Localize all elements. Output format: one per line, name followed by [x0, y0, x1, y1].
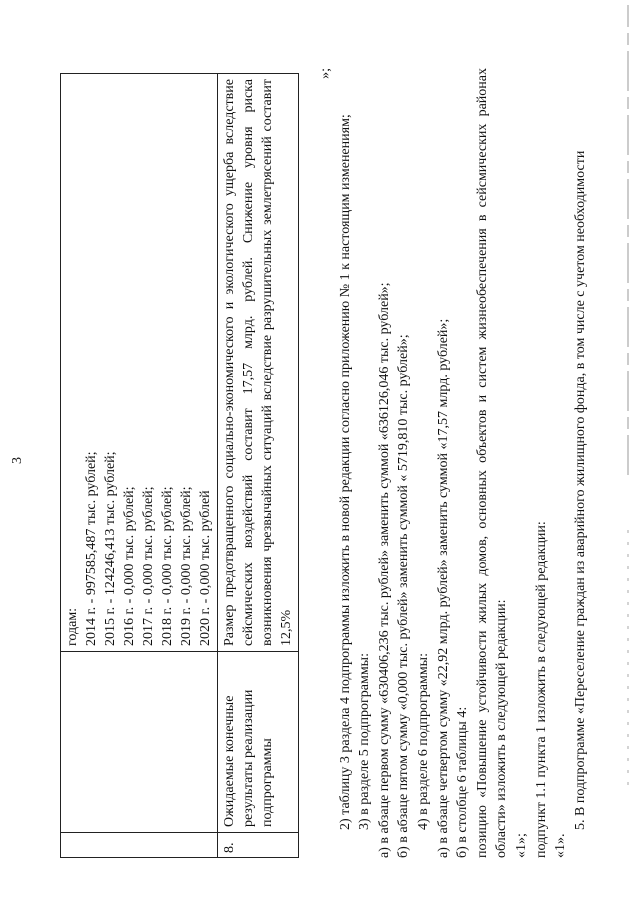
funding-by-years-cell	[61, 74, 218, 652]
program-table	[60, 73, 299, 858]
funding-line: 2020 г. - 0,000 тыс. рублей	[198, 490, 213, 646]
row-label: Ожидаемые конечные результаты реализации подпрограммы	[218, 652, 299, 833]
amendments-text	[316, 68, 590, 858]
page-number: 3	[10, 457, 25, 464]
paragraph: 2) таблицу 3 раздела 4 подпрограммы изложить в новой редакции согласно приложению № 1 к настоящим изменениям;	[337, 114, 353, 830]
table-row	[61, 74, 218, 858]
paragraph: «1».	[553, 833, 569, 858]
funding-line: 2014 г. - 997585,487 тыс. рублей;	[84, 451, 99, 646]
paragraph: 5. В подпрограмме «Переселение граждан из аварийного жилищного фонда, в том числе с учетом необходимости	[572, 150, 588, 830]
paragraph: а) в абзаце четвертом сумму «22,92 млрд. рублей» заменить суммой «17,57 млрд. рублей»;	[435, 318, 451, 858]
funding-line: 2017 г. - 0,000 тыс. рублей;	[141, 486, 156, 646]
paragraph: 4) в разделе 6 подпрограммы:	[415, 653, 431, 830]
row-number: 8.	[218, 833, 299, 858]
closing-quote: »;	[318, 68, 333, 79]
funding-line: 2016 г. - 0,000 тыс. рублей;	[122, 486, 137, 646]
paragraph: б) в абзаце пятом сумму «0,000 тыс. рублей» заменить суммой « 5719,810 тыс. рублей»;	[396, 334, 412, 858]
funding-line: 2018 г. - 0,000 тыс. рублей;	[160, 486, 175, 646]
paragraph: б) в столбце 6 таблицы 4:	[455, 706, 471, 858]
paragraph: позицию «Повышение устойчивости жилых домов, основных объектов и систем жизнеобеспечения в сейсмических районах области» изложить в следующей редакции:	[474, 68, 510, 858]
table-cell-empty	[61, 833, 218, 858]
paragraph: а) в абзаце первом сумму «630406,236 тыс. рублей» заменить суммой «636126,046 тыс. рублей»;	[376, 282, 392, 858]
funding-line: 2015 г. - 124246,413 тыс. рублей;	[103, 451, 118, 646]
expected-results-text: Размер предотвращенного социально-экономического и экологического ущерба вследствие сейсмических воздействий составит 17,57 млрд. рублей. Снижение уровня риска возникновения чрезвычайных ситуаций вследствие разрушительных землетрясений составит 12,5%	[218, 74, 299, 652]
paragraph: подпункт 1.1 пункта 1 изложить в следующей редакции:	[533, 521, 549, 858]
paragraph: 3) в разделе 5 подпрограммы:	[357, 653, 373, 830]
paragraph: «1»;	[513, 833, 529, 858]
table-row	[218, 74, 299, 858]
table-cell-empty	[61, 652, 218, 833]
funding-line: 2019 г. - 0,000 тыс. рублей;	[179, 486, 194, 646]
funding-line: годам:	[65, 607, 80, 646]
